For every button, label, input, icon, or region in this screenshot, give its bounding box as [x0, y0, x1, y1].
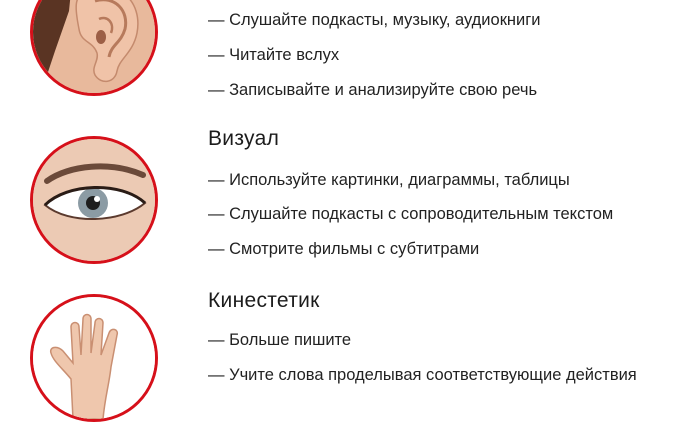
kinesthetic-item-2: — Учите слова проделывая соответствующие действия [208, 366, 637, 384]
eye-icon [30, 136, 158, 264]
audial-item-2: — Читайте вслух [208, 46, 340, 64]
hand-icon [30, 294, 158, 422]
ear-icon [30, 0, 158, 96]
audial-item-3: — Записывайте и анализируйте свою речь [208, 81, 538, 99]
visual-item-3: — Смотрите фильмы с субтитрами [208, 240, 480, 258]
visual-item-2: — Слушайте подкасты с сопроводительным текстом [208, 205, 614, 223]
visual-item-1: — Используйте картинки, диаграммы, таблицы [208, 171, 570, 189]
kinesthetic-item-1: — Больше пишите [208, 331, 352, 349]
kinesthetic-heading: Кинестетик [208, 289, 320, 312]
visual-heading: Визуал [208, 127, 280, 150]
audial-item-1: — Слушайте подкасты, музыку, аудиокниги [208, 11, 541, 29]
